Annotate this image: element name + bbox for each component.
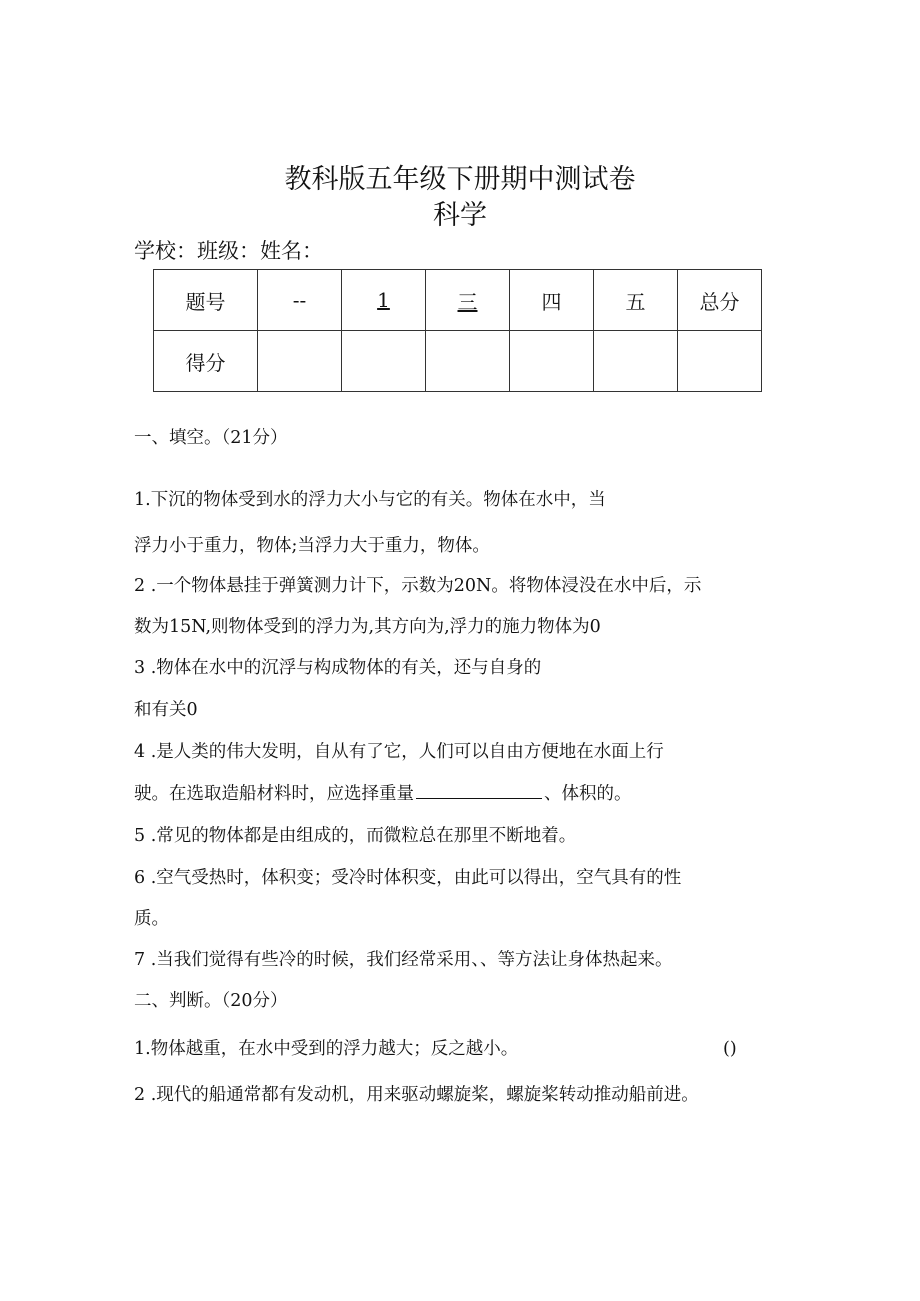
question-text: 、体积的。 — [544, 784, 632, 804]
question-line: 质。 — [134, 909, 169, 929]
question-line: 1.下沉的物体受到水的浮力大小与它的有关。物体在水中，当 — [134, 490, 606, 510]
question-line: 数为15N,则物体受到的浮力为,其方向为,浮力的施力物体为0 — [134, 617, 601, 637]
score-input-cell[interactable] — [258, 331, 342, 392]
judge-question-line: 2 .现代的船通常都有发动机，用来驱动螺旋桨，螺旋桨转动推动船前进。 — [134, 1085, 699, 1105]
judge-question-line: 1.物体越重，在水中受到的浮力越大；反之越小。 — [134, 1039, 519, 1059]
section-heading-judge: 二、判断。（20分） — [134, 991, 288, 1011]
student-info-line: 学校：班级：姓名： — [134, 239, 323, 263]
answer-blank[interactable] — [416, 782, 542, 799]
question-text: 驶。在选取造船材料时，应选择重量 — [134, 784, 414, 804]
question-line: 2 .一个物体悬挂于弹簧测力计下，示数为20N。将物体浸没在水中后，示 — [134, 576, 702, 596]
question-line: 和有关0 — [134, 700, 198, 720]
exam-title: 教科版五年级下册期中测试卷 — [284, 164, 636, 195]
score-table-cell — [426, 270, 510, 331]
score-table-cell: 总分 — [678, 270, 762, 331]
score-table-cell: 得分 — [154, 331, 258, 392]
question-line: 3 .物体在水中的沉浮与构成物体的有关，还与自身的 — [134, 658, 542, 678]
score-table-cell: 四 — [510, 270, 594, 331]
question-line — [134, 780, 632, 808]
question-line: 7 .当我们觉得有些冷的时候，我们经常采用、、等方法让身体热起来。 — [134, 950, 673, 970]
score-table-cell: -- — [258, 270, 342, 331]
question-line: 6 .空气受热时，体积变；受冷时体积变，由此可以得出，空气具有的性 — [134, 868, 682, 888]
score-table-cell-text: 三 — [457, 289, 478, 314]
score-table-cell — [342, 270, 426, 331]
score-table-cell: 题号 — [154, 270, 258, 331]
question-line: 4 .是人类的伟大发明，自从有了它，人们可以自由方便地在水面上行 — [134, 742, 664, 762]
score-input-cell[interactable] — [342, 331, 426, 392]
score-table-score-row — [154, 331, 762, 392]
score-input-cell[interactable] — [678, 331, 762, 392]
question-line: 浮力小于重力，物体;当浮力大于重力，物体。 — [134, 536, 490, 556]
score-table-cell: 五 — [594, 270, 678, 331]
score-table-cell-text: 1 — [377, 288, 390, 312]
score-input-cell[interactable] — [594, 331, 678, 392]
question-line: 5 .常见的物体都是由组成的，而微粒总在那里不断地着。 — [134, 826, 577, 846]
subject-title: 科学 — [433, 200, 487, 231]
section-heading-fill: 一、填空。（21分） — [134, 428, 288, 448]
score-input-cell[interactable] — [510, 331, 594, 392]
answer-paren[interactable]: () — [723, 1039, 737, 1059]
score-table-header-row — [154, 270, 762, 331]
score-table — [153, 269, 762, 392]
score-input-cell[interactable] — [426, 331, 510, 392]
